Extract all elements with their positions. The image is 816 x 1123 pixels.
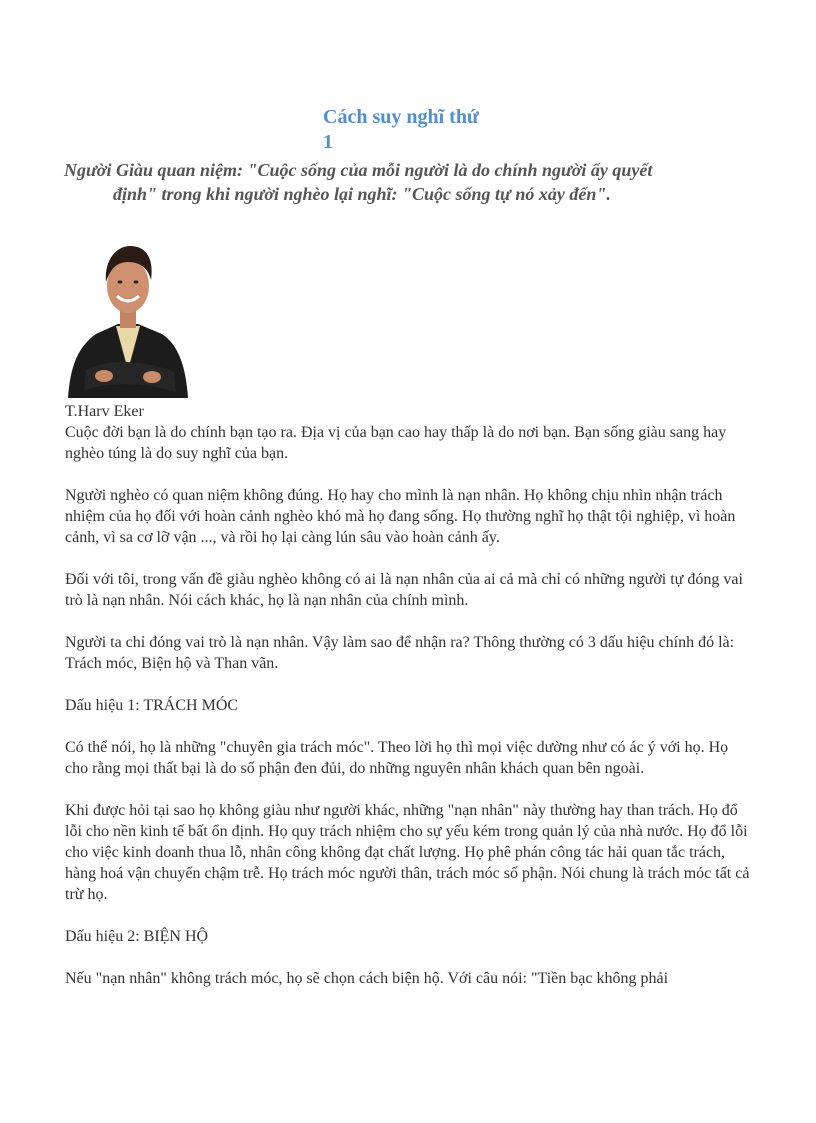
paragraph: Khi được hỏi tại sao họ không giàu như người khác, những "nạn nhân" này thường hay than trách. Họ đổ lỗi cho nền kinh tế bất ổn định. Họ quy trách nhiệm cho sự yếu kém trong quản lý của nhà nước. Họ đổ lỗi cho việc kinh doanh thua lỗ, nhân công không đạt chất lượng. Họ phê phán công tác hải quan tắc trách, hàng hoá vận chuyển chậm trễ. Họ trách móc người thân, trách móc số phận. Nói chung là trách móc tất cả trừ họ. [65,802,750,903]
document-title [323,105,513,155]
paragraph: Đối với tôi, trong vấn đề giàu nghèo không có ai là nạn nhân của ai cả mà chỉ có những người tự đóng vai trò là nạn nhân. Nói cách khác, họ là nạn nhân của chính mình. [65,571,743,609]
paragraph: Cuộc đời bạn là do chính bạn tạo ra. Địa vị của bạn cao hay thấp là do nơi bạn. Bạn sống giàu sang hay nghèo túng là do suy nghĩ của bạn. [65,424,727,462]
document-subtitle [64,158,754,206]
subtitle-line-1: Người Giàu quan niệm: "Cuộc sống của mỗi người là do chính người ấy quyết [64,160,653,180]
paragraph: Người nghèo có quan niệm không đúng. Họ hay cho mình là nạn nhân. Họ không chịu nhìn nhận trách nhiệm của họ đối với hoàn cảnh nghèo khó mà họ đang sống. Họ thường nghĩ họ thật tội nghiệp, vì hoàn cảnh, vì sa cơ lỡ vận ..., và rồi họ lại càng lún sâu vào hoàn cảnh ấy. [65,487,736,546]
author-portrait [66,230,190,400]
title-line-1: Cách suy nghĩ thứ [323,106,479,128]
paragraph: Người ta chỉ đóng vai trò là nạn nhân. Vậy làm sao để nhận ra? Thông thường có 3 dấu hiệu chính đó là: Trách móc, Biện hộ và Than vãn. [65,634,735,672]
subtitle-line-2: định" trong khi người nghèo lại nghĩ: "Cuộc sống tự nó xảy đến". [113,184,611,204]
paragraph: Nếu "nạn nhân" không trách móc, họ sẽ chọn cách biện hộ. Với câu nói: "Tiền bạc không phải [65,970,669,987]
title-line-2: 1 [323,131,333,153]
section-heading: Dấu hiệu 2: BIỆN HỘ [65,928,209,945]
section-heading: Dấu hiệu 1: TRÁCH MÓC [65,697,239,714]
paragraph: Có thể nói, họ là những "chuyên gia trách móc". Theo lời họ thì mọi việc dường như có ác ý với họ. Họ cho rằng mọi thất bại là do số phận đen đủi, do những nguyên nhân khách quan bên ngoài. [65,739,729,777]
photo-caption: T.Harv Eker [65,403,144,420]
document-body [65,422,755,1010]
